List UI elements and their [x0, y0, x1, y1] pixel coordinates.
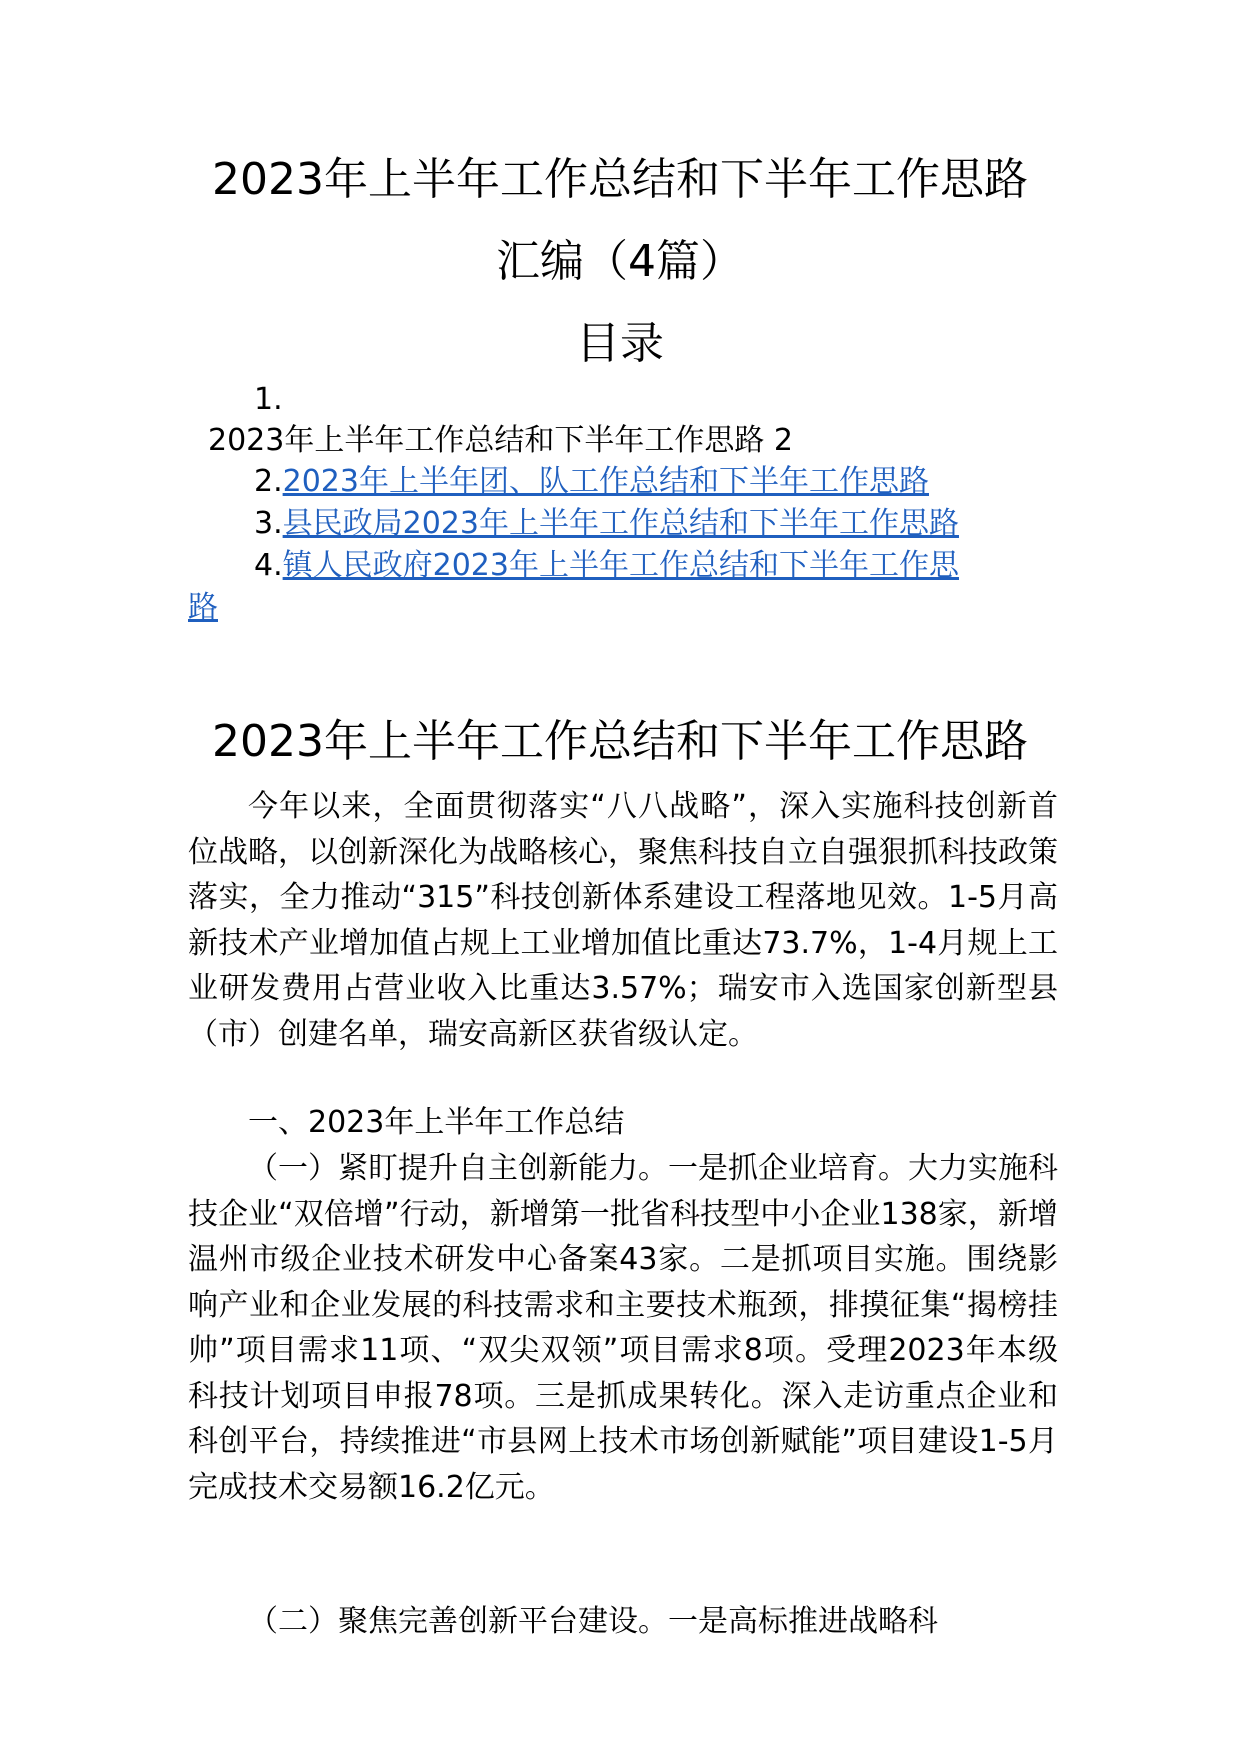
- document-title-line-2: 汇编（4篇）: [496, 236, 744, 287]
- toc-item-2: [254, 462, 929, 502]
- toc-item-4-continuation: [188, 588, 218, 628]
- document-title-line-1: 2023年上半年工作总结和下半年工作思路: [212, 154, 1028, 205]
- toc-item-1-text: 2023年上半年工作总结和下半年工作思路 2: [208, 423, 793, 458]
- section-1-paragraph-2: （二）聚焦完善创新平台建设。一是高标推进战略科: [248, 1604, 938, 1639]
- toc-item-3-number: 3.: [254, 506, 283, 541]
- toc-item-2-link[interactable]: 2023年上半年团、队工作总结和下半年工作思路: [282, 464, 929, 499]
- section-1-heading: 一、2023年上半年工作总结: [248, 1105, 625, 1140]
- toc-item-3: [254, 504, 959, 544]
- toc-item-3-link[interactable]: 县民政局2023年上半年工作总结和下半年工作思路: [282, 506, 959, 541]
- toc-item-1-number: 1.: [254, 382, 283, 417]
- toc-heading: 目录: [576, 318, 664, 369]
- toc-item-4-link-continuation[interactable]: 路: [188, 590, 218, 625]
- article-title: 2023年上半年工作总结和下半年工作思路: [212, 716, 1028, 767]
- article-intro-paragraph: 今年以来，全面贯彻落实“八八战略”，深入实施科技创新首位战略，以创新深化为战略核心，聚焦科技自立自强狠抓科技政策落实，全力推动“315”科技创新体系建设工程落地见效。1-5月高新技术产业增加值占规上工业增加值比重达73.7%，1-4月规上工业研发费用占营业收入比重达3.57%；瑞安市入选国家创新型县（市）创建名单，瑞安高新区获省级认定。: [188, 789, 1058, 1052]
- toc-item-2-number: 2.: [254, 464, 283, 499]
- toc-item-4-link[interactable]: 镇人民政府2023年上半年工作总结和下半年工作思: [282, 548, 959, 583]
- toc-item-4-number: 4.: [254, 548, 283, 583]
- toc-item-4: [254, 546, 959, 586]
- section-1-paragraph-1: （一）紧盯提升自主创新能力。一是抓企业培育。大力实施科技企业“双倍增”行动，新增第一批省科技型中小企业138家，新增温州市级企业技术研发中心备案43家。二是抓项目实施。围绕影响产业和企业发展的科技需求和主要技术瓶颈，排摸征集“揭榜挂帅”项目需求11项、“双尖双领”项目需求8项。受理2023年本级科技计划项目申报78项。三是抓成果转化。深入走访重点企业和科创平台，持续推进“市县网上技术市场创新赋能”项目建设1-5月完成技术交易额16.2亿元。: [188, 1151, 1058, 1505]
